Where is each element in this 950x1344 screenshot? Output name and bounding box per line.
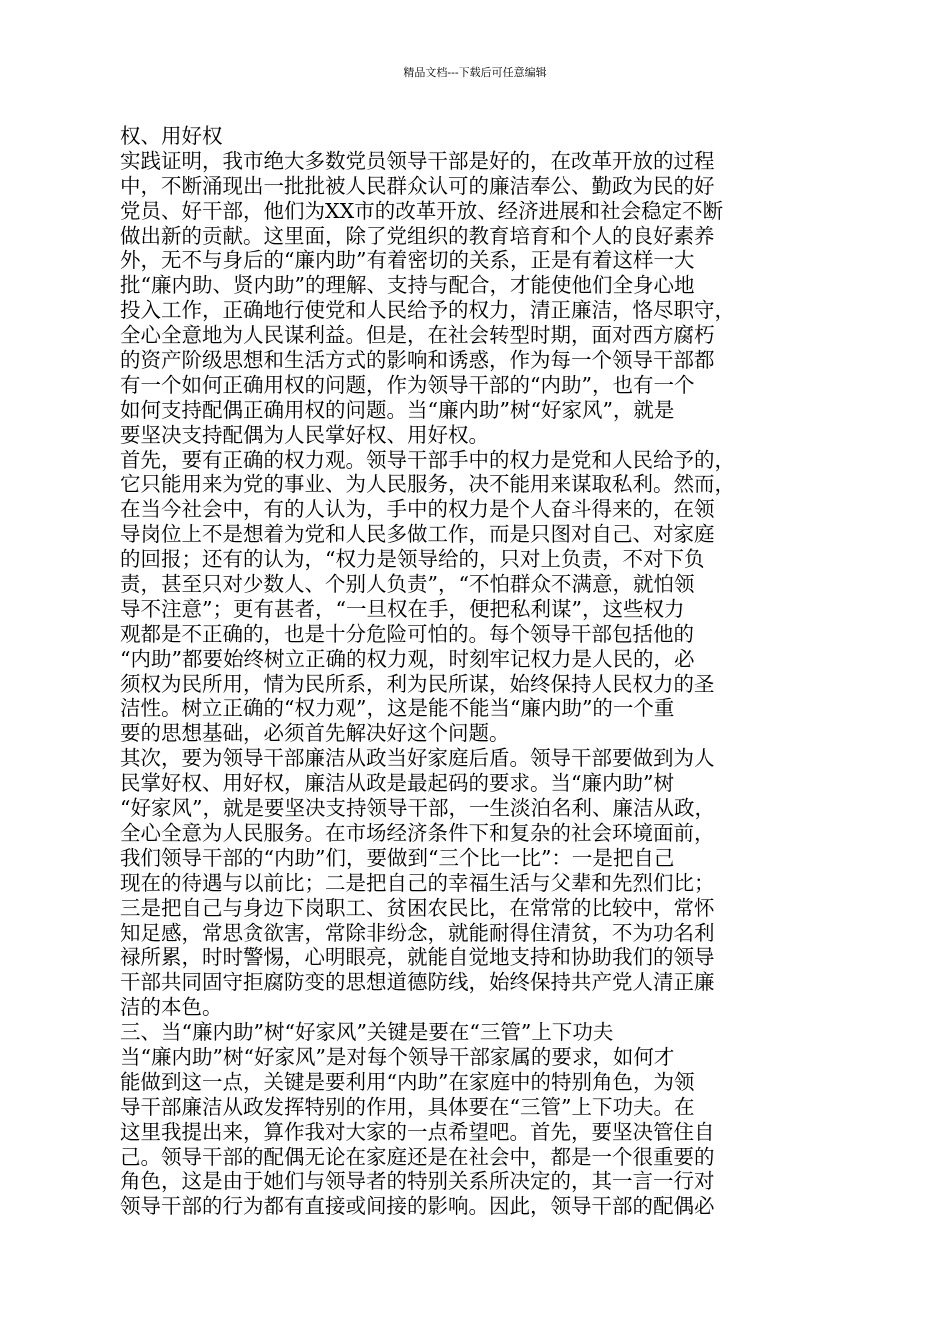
- text-line: 干部共同固守拒腐防变的思想道德防线，始终保持共产党人清正廉: [120, 970, 715, 995]
- text-line: 己。领导干部的配偶无论在家庭还是在社会中，都是一个很重要的: [120, 1144, 715, 1169]
- text-line: 的回报；还有的认为，“权力是领导给的，只对上负责，不对下负: [120, 547, 705, 572]
- text-line: 要的思想基础，必须首先解决好这个问题。: [120, 721, 510, 746]
- text-line: 要坚决支持配偶为人民掌好权、用好权。: [120, 422, 489, 447]
- text-line: 责，甚至只对少数人、个别人负责”，“不怕群众不满意，就怕领: [120, 572, 695, 597]
- text-line: 三是把自己与身边下岗职工、贫困农民比，在常常的比较中，常怀: [120, 895, 715, 920]
- text-line: 有一个如何正确用权的问题，作为领导干部的“内助”，也有一个: [120, 372, 695, 397]
- text-line: 这里我提出来，算作我对大家的一点希望吧。首先，要坚决管住自: [120, 1119, 715, 1144]
- text-line: 实践证明，我市绝大多数党员领导干部是好的，在改革开放的过程: [120, 148, 715, 173]
- text-line: 导干部廉洁从政发挥特别的作用，具体要在“三管”上下功夫。在: [120, 1094, 695, 1119]
- text-line: 民掌好权、用好权，廉洁从政是最起码的要求。当“廉内助”树: [120, 771, 674, 796]
- text-line: 权、用好权: [120, 124, 223, 148]
- text-line: 中，不断涌现出一批批被人民群众认可的廉洁奉公、勤政为民的好: [120, 173, 715, 198]
- text-line: 在当今社会中，有的人认为，手中的权力是个人奋斗得来的，在领: [120, 497, 715, 522]
- text-line: 导不注意”；更有甚者，“一旦权在手，便把私利谋”，这些权力: [120, 596, 685, 621]
- text-line: 观都是不正确的，也是十分危险可怕的。每个领导干部包括他的: [120, 621, 694, 646]
- text-line: “内助”都要始终树立正确的权力观，时刻牢记权力是人民的，必: [120, 646, 695, 671]
- text-line: 角色，这是由于她们与领导者的特别关系所决定的，其一言一行对: [120, 1169, 715, 1194]
- text-line: 须权为民所用，情为民所系，利为民所谋，始终保持人民权力的圣: [120, 671, 715, 696]
- text-line: 导岗位上不是想着为党和人民多做工作，而是只图对自己、对家庭: [120, 522, 715, 547]
- text-line: 如何支持配偶正确用权的问题。当“廉内助”树“好家风”，就是: [120, 397, 675, 422]
- text-line: 首先，要有正确的权力观。领导干部手中的权力是党和人民给予的，: [120, 447, 735, 472]
- text-line: 其次，要为领导干部廉洁从政当好家庭后盾。领导干部要做到为人: [120, 746, 715, 771]
- section-heading: 三、当“廉内助”树“好家风”关键是要在“三管”上下功夫: [120, 1020, 614, 1045]
- page-header: 精品文档---下载后可任意编辑: [403, 66, 547, 79]
- text-line: 知足感，常思贪欲害，常除非纷念，就能耐得住清贫，不为功名利: [120, 920, 715, 945]
- text-line: 全心全意地为人民谋利益。但是，在社会转型时期，面对西方腐朽: [120, 323, 715, 348]
- text-line: 批“廉内助、贤内助”的理解、支持与配合，才能使他们全身心地: [120, 273, 695, 298]
- text-line: 能做到这一点，关键是要利用“内助”在家庭中的特别角色，为领: [120, 1069, 695, 1094]
- text-line: 我们领导干部的“内助”们，要做到“三个比一比”：一是把自己: [120, 845, 675, 870]
- text-line: 投入工作，正确地行使党和人民给予的权力，清正廉洁，恪尽职守，: [120, 298, 735, 323]
- body-text: [120, 124, 820, 1219]
- text-line: 做出新的贡献。这里面，除了党组织的教育培育和个人的良好素养: [120, 223, 715, 248]
- text-line: 党员、好干部，他们为XX市的改革开放、经济进展和社会稳定不断: [120, 198, 724, 223]
- text-line: 现在的待遇与以前比；二是把自己的幸福生活与父辈和先烈们比；: [120, 870, 715, 895]
- text-line: 领导干部的行为都有直接或间接的影响。因此，领导干部的配偶必: [120, 1194, 715, 1219]
- text-line: 它只能用来为党的事业、为人民服务，决不能用来谋取私利。然而，: [120, 472, 735, 497]
- text-line: 当“廉内助”树“好家风”是对每个领导干部家属的要求，如何才: [120, 1044, 675, 1069]
- text-line: 外，无不与身后的“廉内助”有着密切的关系，正是有着这样一大: [120, 248, 695, 273]
- text-line: 全心全意为人民服务。在市场经济条件下和复杂的社会环境面前，: [120, 820, 715, 845]
- text-line: “好家风”，就是要坚决支持领导干部，一生淡泊名利、廉洁从政，: [120, 796, 715, 821]
- text-line: 禄所累，时时警惕，心明眼亮，就能自觉地支持和协助我们的领导: [120, 945, 715, 970]
- text-line: 的资产阶级思想和生活方式的影响和诱惑，作为每一个领导干部都: [120, 348, 715, 373]
- text-line: 洁的本色。: [120, 995, 223, 1020]
- text-line: 洁性。树立正确的“权力观”，这是能不能当“廉内助”的一个重: [120, 696, 675, 721]
